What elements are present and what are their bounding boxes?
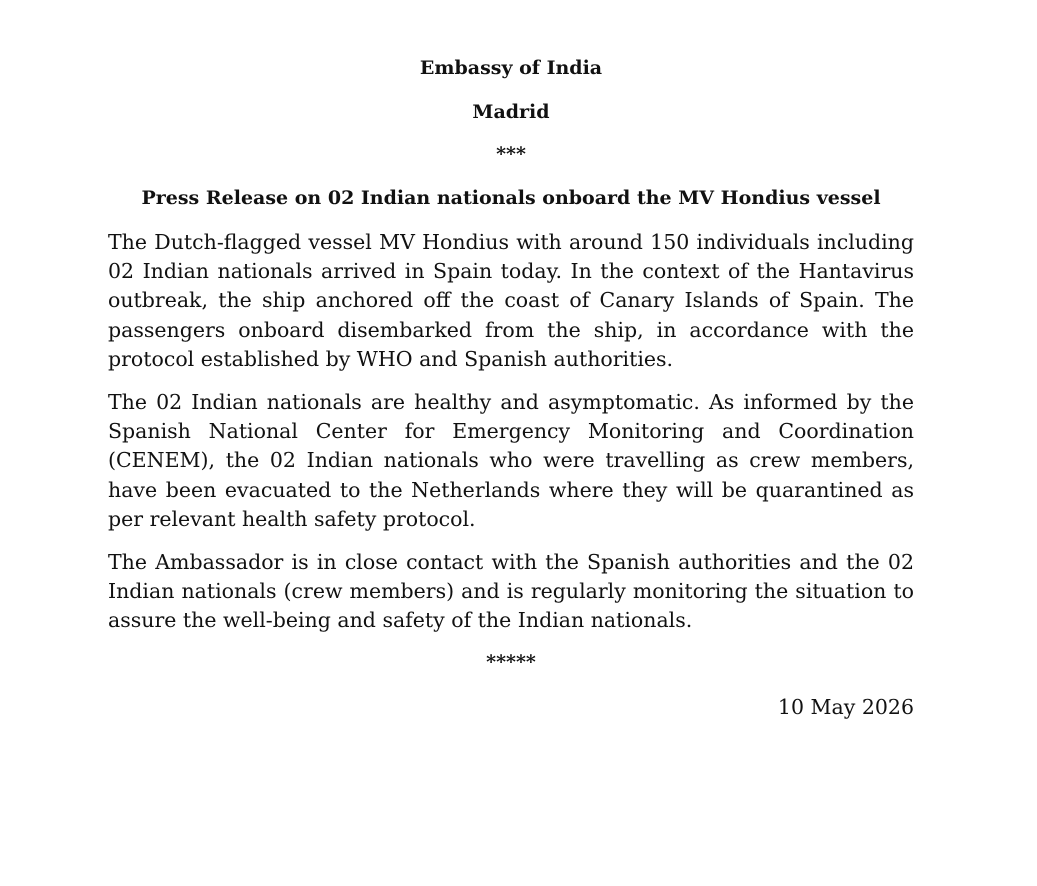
paragraph-arrival: The Dutch-flagged vessel MV Hondius with around 150 individuals including 02 Indian nationals arrived in Spain today. In the context of the Hantavirus outbreak, the ship anchored off the coast of Canary Islands of Spain. The passengers onboard disembarked from the ship, in accordance with the protocol established by WHO and Spanish authorities. <box>108 230 914 371</box>
top-separator: *** <box>496 143 526 165</box>
bottom-separator: ***** <box>486 651 536 673</box>
city-heading: Madrid <box>472 101 550 123</box>
release-date: 10 May 2026 <box>777 695 914 719</box>
organization-heading: Embassy of India <box>419 57 603 79</box>
page-title: Press Release on 02 Indian nationals onboard the MV Hondius vessel <box>141 187 881 209</box>
paragraph-health-status: The 02 Indian nationals are healthy and asymptomatic. As informed by the Spanish National Center for Emergency Monitoring and Coordination (CENEM), the 02 Indian nationals who were travelling as crew members, have been evacuated to the Netherlands where they will be quarantined as per relevant health safety protocol. <box>108 390 914 531</box>
paragraph-ambassador-contact: The Ambassador is in close contact with the Spanish authorities and the 02 Indian nationals (crew members) and is regularly monitoring the situation to assure the well-being and safety of the Indian nationals. <box>108 550 914 633</box>
